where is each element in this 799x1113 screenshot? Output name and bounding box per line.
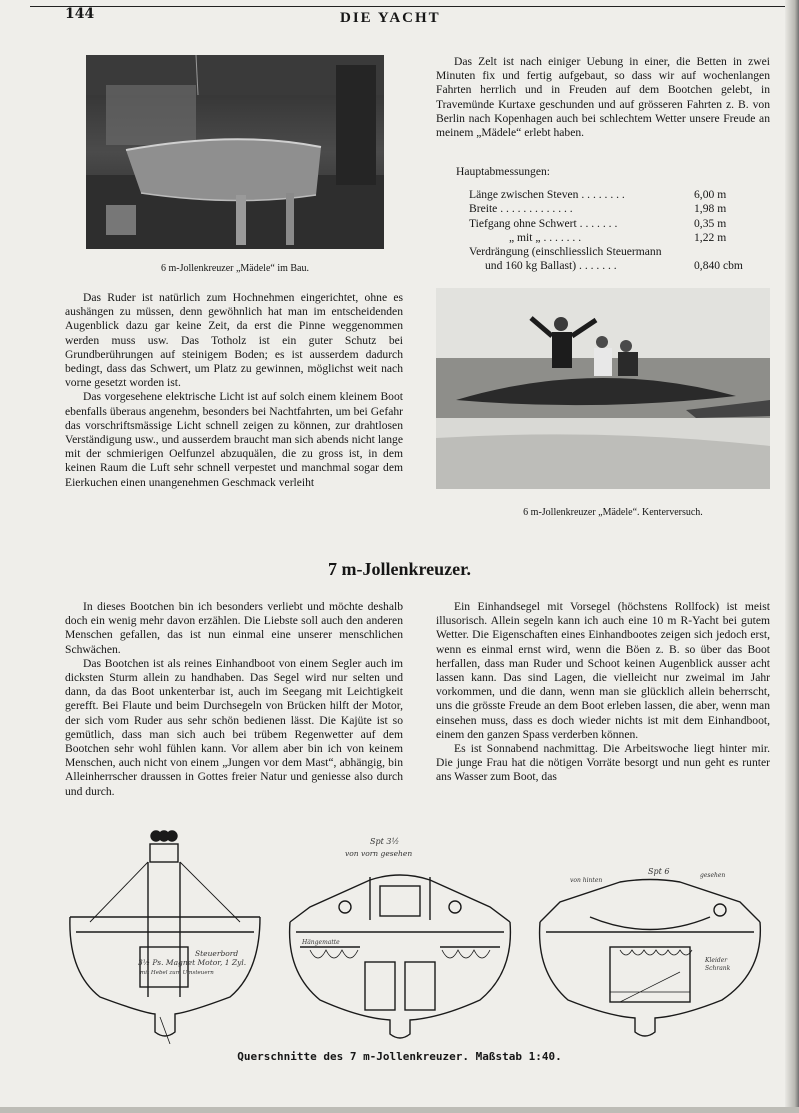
photo-boat-construction xyxy=(86,55,384,249)
running-title: DIE YACHT xyxy=(340,10,441,26)
label-s3-inner2: Schrank xyxy=(705,965,731,972)
dim-label: Tiefgang ohne Schwert . . . . . . . xyxy=(469,216,618,230)
photo-capsize-test xyxy=(436,288,770,489)
label-s1-motor2: mit Hebel zum Umsteuern xyxy=(140,970,214,976)
dim-row xyxy=(469,188,766,202)
paragraph-einhandboot: Das Bootchen ist als reines Einhandboot von einem Segler auch im dicksten Sturm allein zu handhaben. Das Segel wird nur selten und dann, da das Boot unkenterbar ist, auch im Seegang mit Leichtigkeit gerefft. Bei Flaute und beim Durchsegeln von Brücken hilft der Motor, der sich vom Ruder aus sehr schön bedienen lässt. Die Kajüte ist so gemütlich, dass man sich auch bei trübem Regenwetter auf dem Bootchen sehr wohl fühlen kann. Vor allem aber bin ich von keinem Menschen, auch nicht von einem „Jungen vor dem Mast“, abhängig, bin Alleinherrscher draussen in Gottes freier Natur und geniesse also durch und durch. xyxy=(65,656,403,798)
label-s3-top: Spt 6 xyxy=(648,867,670,876)
label-s2-top: Spt 3½ xyxy=(370,837,400,846)
paragraph-verliebt: In dieses Bootchen bin ich besonders verliebt und möchte deshalb doch ein wenig mehr davon erzählen. Die Liebste soll auch den anderen Menschen gefallen, das ist nun einmal eine unserer menschlichen Schwächen. xyxy=(65,600,403,656)
label-s3-left: von hinten xyxy=(570,877,603,884)
dim-value: 0,840 cbm xyxy=(694,259,743,273)
dim-value: 1,22 m xyxy=(694,230,727,244)
dim-label: Breite . . . . . . . . . . . . . xyxy=(469,202,573,216)
dimensions-heading: Hauptabmessungen: xyxy=(456,165,551,178)
dim-row xyxy=(469,259,766,273)
figure-caption: Querschnitte des 7 m-Jollenkreuzer. Maßstab 1:40. xyxy=(237,1050,562,1063)
dim-row xyxy=(469,202,766,216)
label-s3-right: gesehen xyxy=(700,872,726,879)
paragraph-sonnabend: Es ist Sonnabend nachmittag. Die Arbeitswoche liegt hinter mir. Die junge Frau hat die nötigen Vorräte besorgt und nun geht es runter ans Wasser zum Boot, das xyxy=(436,742,770,784)
intro-paragraph: Das Zelt ist nach einiger Uebung in einer, die Betten in zwei Minuten fix und fertig aufgebaut, so dass wir auf wochenlangen Fahrten herrlich und in Freuden auf dem Bootchen gelebt, in Travemünde Kurtaxe geschunden und auf grösseren Fahrten z. B. von Berlin nach Kopenhagen auch bei schlechtem Wetter unsere Freude an meinem „Mädele“ erlebt haben. xyxy=(436,55,770,140)
dim-label: Verdrängung (einschliesslich Steuermann xyxy=(469,244,662,258)
label-s1-right: Steuerbord xyxy=(195,949,239,958)
dim-value: 0,35 m xyxy=(694,216,727,230)
label-s1-motor: 3½ Ps. Magnet Motor, 1 Zyl. xyxy=(138,958,247,967)
dim-value: 1,98 m xyxy=(694,202,727,216)
dim-row xyxy=(469,231,766,245)
dim-row xyxy=(469,245,766,259)
paragraph-einhandsegel: Ein Einhandsegel mit Vorsegel (höchstens Rollfock) ist meist illusorisch. Allein segeln kann ich auch eine 10 m R-Yacht bei gutem Wetter. Die Eigenschaften eines Einhandbootes zeigen sich jedoch erst, wenn es einmal ernst wird, wenn die Böen z. B. so über das Boot herfallen, dass man Ruder und Schoot keinen Augenblick ausser acht lassen kann. Das sind Lagen, die vielleicht nur zweimal im Jahr vorkommen, und die dann, wenn man sie glücklich allein beherrscht, uns die grösste Freude an dem Boot erleben lassen, die aber, wenn man einsehen muss, dass es doch wieder nichts ist mit dem Einhandboot, einem den ganzen Spass verderben können. xyxy=(436,600,770,741)
lower-left-column xyxy=(65,600,403,799)
dim-label: „ mit „ . . . . . . . xyxy=(509,230,582,244)
capsize-image xyxy=(436,288,770,489)
dim-value: 6,00 m xyxy=(694,188,727,202)
lower-right-column xyxy=(436,600,770,785)
header-rule xyxy=(30,6,790,7)
dimensions-table xyxy=(456,165,766,273)
paragraph-ruder: Das Ruder ist natürlich zum Hochnehmen eingerichtet, ohne es aushängen zu müssen, denn gewöhnlich hat man im entscheidenden Augenblick dazu gar keine Zeit, da erst die Pinne weggenommen werden muss usw. Das Totholz ist ein guter Schutz bei Grundberührungen auf steinigem Boden; es ist ausserdem dadurch bedingt, dass das Schwert, um Platz zu gewinnen, möglichst weit nach vorne gesetzt worden ist. xyxy=(65,291,403,390)
page-number: 144 xyxy=(65,6,95,22)
section-3-drawing xyxy=(540,880,761,1037)
section-title: 7 m-Jollenkreuzer. xyxy=(328,559,471,579)
cross-section-drawings xyxy=(60,822,770,1044)
label-s3-inner1: Kleider xyxy=(705,957,728,964)
photo2-caption: 6 m-Jollenkreuzer „Mädele“. Kenterversuch. xyxy=(523,507,703,518)
page-edge-bottom xyxy=(0,1107,799,1113)
section-2-drawing xyxy=(290,875,511,1038)
photo1-caption: 6 m-Jollenkreuzer „Mädele“ im Bau. xyxy=(161,263,309,274)
section-1-drawing xyxy=(70,831,260,1044)
dim-label: Länge zwischen Steven . . . . . . . . xyxy=(469,188,625,202)
dim-label: und 160 kg Ballast) . . . . . . . xyxy=(485,259,617,273)
left-top-column xyxy=(65,291,403,490)
page-edge-right xyxy=(785,0,799,1113)
label-s2-sub: von vorn gesehen xyxy=(345,849,413,858)
dim-row xyxy=(469,217,766,231)
construction-image xyxy=(86,55,384,249)
intro-right-column xyxy=(436,55,770,140)
label-s2-left: Hängematte xyxy=(302,939,340,946)
paragraph-licht: Das vorgesehene elektrische Licht ist auf solch einem kleinem Boot ebenfalls überaus angenehm, besonders bei Nachtfahrten, um bei Gefahr das vorschriftsmässige Licht schnell zeigen zu können, zur drahtlosen Verständigung usw., und ausserdem braucht man sich abends nicht lange mit der schmierigen Oelfunzel abzuquälen, die zu gross ist, in dem keinen Raum die Luft sehr schnell verpestet und manchmal sogar dem Eierkuchen einen unangenehmen Geschmack verleiht xyxy=(65,390,403,489)
cross-sections-svg xyxy=(60,822,770,1044)
